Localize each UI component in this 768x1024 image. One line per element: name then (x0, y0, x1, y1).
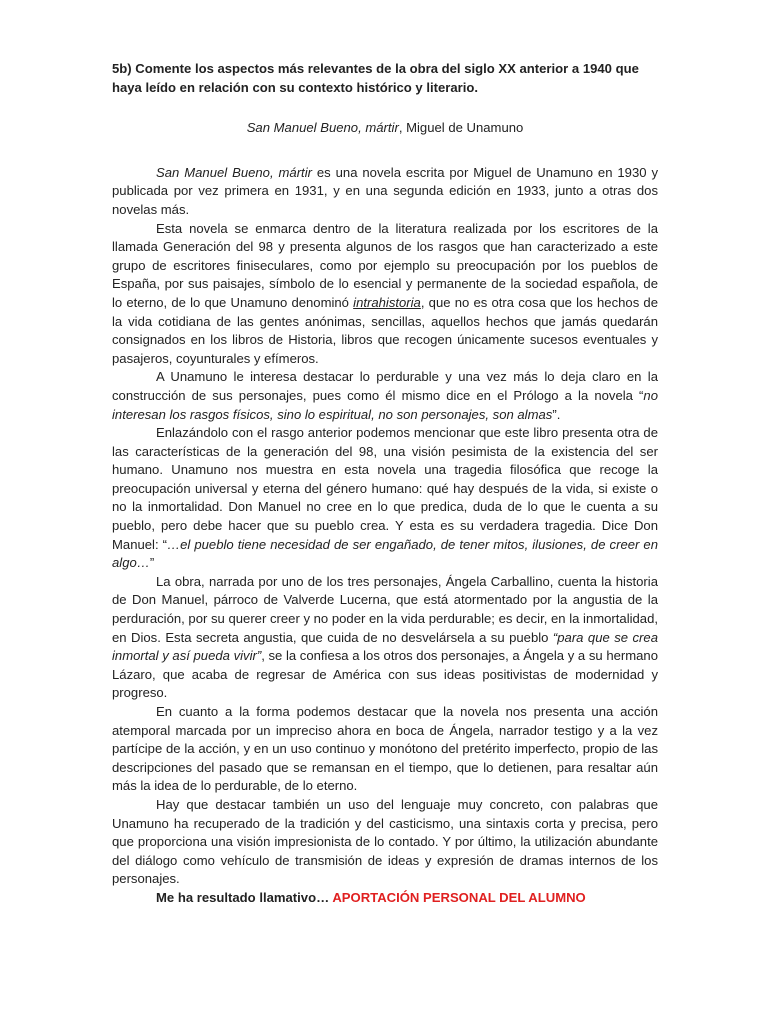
question-text: Comente los aspectos más relevantes de la obra del siglo XX anterior a 1940 que haya leído en relación con su contexto histórico y literario. (112, 61, 639, 95)
document-page (112, 60, 658, 908)
question-label: 5b) (112, 61, 132, 76)
paragraph-5: La obra, narrada por uno de los tres personajes, Ángela Carballino, cuenta la historia de Don Manuel, párroco de Valverde Lucerna, que está atormentado por la angustia de la perduración, por su querer creer y no poder en la vida perdurable; es decir, en la inmortalidad, en Dios. Esta secreta angustia, que cuida de no desvelársela a su pueblo “para que se crea inmortal y así pueda vivir”, se la confiesa a los otros dos personajes, a Ángela y a su hermano Lázaro, que acaba de regresar de América con sus ideas positivistas de modernidad y progreso. (112, 573, 658, 701)
paragraph-2: Esta novela se enmarca dentro de la literatura realizada por los escritores de la llamada Generación del 98 y presenta algunos de los rasgos que han caracterizado a este grupo de escritores finiseculares, como por ejemplo su preocupación por los pueblos de España, por sus paisajes, símbolo de lo esencial y permanente de la sociedad española, de lo eterno, de lo que Unamuno denominó intrahistoria, que no es otra cosa que los hechos de la vida cotidiana de las gentes anónimas, sencillas, aquellos hechos que jamás quedarán consignados en los libros de Historia, libros que recogen únicamente sucesos eventuales y pasajeros, coyunturales y efímeros. (112, 220, 658, 366)
paragraph-3: A Unamuno le interesa destacar lo perdurable y una vez más lo deja claro en la construcción de sus personajes, pues como él mismo dice en el Prólogo a la novela “no interesan los rasgos físicos, sino lo espiritual, no son personajes, son almas”. (112, 369, 658, 422)
work-title: San Manuel Bueno, mártir (246, 120, 399, 136)
paragraph-4: Enlazándolo con el rasgo anterior podemos mencionar que este libro presenta otra de las características de la generación del 98, una visión pesimista de la existencia del ser humano. Unamuno nos muestra en esta novela una tragedia filosófica que recoge la preocupación universal y eterna del género humano: qué hay después de la vida, si existe o no la inmortalidad. Don Manuel no cree en lo que predica, duda de lo que le cuenta a su pueblo, pero debe hacer que su pueblo crea. Y esta es su verdadera tragedia. Dice Don Manuel: “…el pueblo tiene necesidad de ser engañado, de tener mitos, ilusiones, de creer en algo…” (112, 425, 658, 571)
work-author: , Miguel de Unamuno (398, 120, 524, 136)
essay-title (112, 119, 658, 138)
don-manuel-quote: …el pueblo tiene necesidad de ser engañado, de tener mitos, ilusiones, de creer en algo… (112, 536, 658, 571)
intrahistoria-term: intrahistoria (353, 294, 421, 310)
paragraph-1: San Manuel Bueno, mártir es una novela escrita por Miguel de Unamuno en 1930 y publicada por vez primera en 1931, y en una segunda edición en 1933, junto a otras dos novelas más. (112, 164, 658, 217)
paragraph-6: En cuanto a la forma podemos destacar que la novela nos presenta una acción atemporal marcada por un impreciso ahora en boca de Ángela, narrador testigo y a la vez partícipe de la acción, y en un uso continuo y monótono del pretérito imperfecto, propio de las descripciones del pasado que se remansan en el tiempo, que lo detienen, para resaltar aún más la idea de lo perdurable, de lo eterno. (112, 704, 658, 794)
paragraph-1-italic: San Manuel Bueno, mártir (156, 164, 312, 180)
personal-contribution-label: APORTACIÓN PERSONAL DEL ALUMNO (332, 889, 586, 905)
paragraph-7: Hay que destacar también un uso del lenguaje muy concreto, con palabras que Unamuno ha recuperado de la tradición y del casticismo, una sintaxis corta y precisa, pero que proporciona una visión impresionista de lo contado. Y por último, la utilización abundante del diálogo como vehículo de transmisión de ideas y expresión de dramas internos de los personajes. (112, 796, 658, 887)
prologue-quote: no interesan los rasgos físicos, sino lo espiritual, no son personajes, son almas (112, 387, 658, 422)
exam-question (112, 60, 658, 97)
immortal-quote: “para que se crea inmortal y así pueda vivir” (112, 629, 658, 664)
paragraph-8: Me ha resultado llamativo… APORTACIÓN PERSONAL DEL ALUMNO (156, 889, 586, 905)
